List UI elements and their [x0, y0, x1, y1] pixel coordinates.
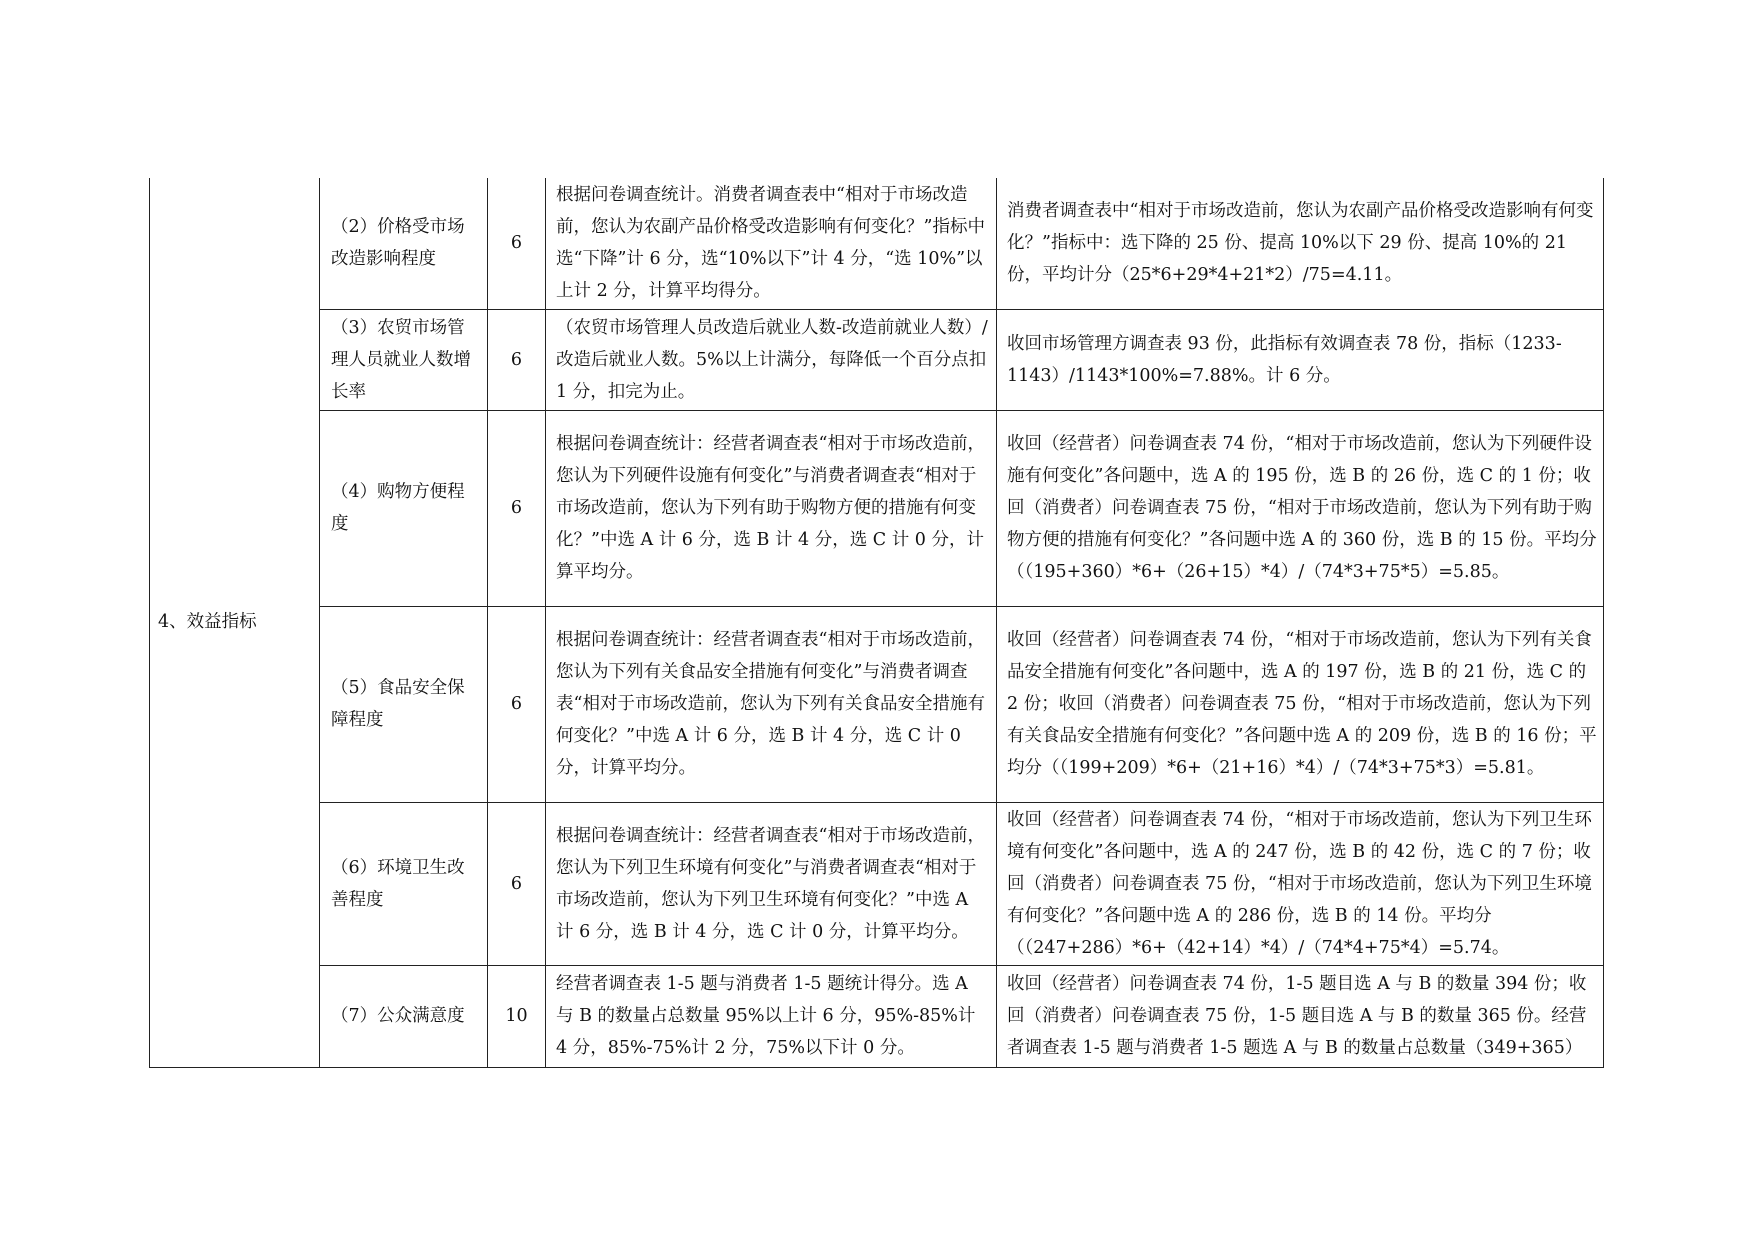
indicator-score: 6 — [488, 410, 546, 606]
indicator-name: （3）农贸市场管理人员就业人数增长率 — [320, 309, 488, 410]
scoring-method: 经营者调查表 1-5 题与消费者 1-5 题统计得分。选 A 与 B 的数量占总数量 95%以上计 6 分，95%-85%计 4 分，85%-75%计 2 分，75%以下计 0 分。 — [546, 965, 997, 1067]
indicator-name: （4）购物方便程度 — [320, 410, 488, 606]
indicator-score: 6 — [488, 606, 546, 802]
scoring-result: 收回（经营者）问卷调查表 74 份，1-5 题目选 A 与 B 的数量 394 份；收回（消费者）问卷调查表 75 份，1-5 题目选 A 与 B 的数量 365 份。经营者调查表 1-5 题与消费者 1-5 题选 A 与 B 的数量占总数量（349+365） — [997, 965, 1604, 1067]
scoring-method: 根据问卷调查统计：经营者调查表“相对于市场改造前，您认为下列硬件设施有何变化”与消费者调查表“相对于市场改造前，您认为下列有助于购物方便的措施有何变化？”中选 A 计 6 分，选 B 计 4 分，选 C 计 0 分，计算平均分。 — [546, 410, 997, 606]
scoring-method: 根据问卷调查统计：经营者调查表“相对于市场改造前，您认为下列卫生环境有何变化”与消费者调查表“相对于市场改造前，您认为下列卫生环境有何变化？”中选 A 计 6 分，选 B 计 4 分，选 C 计 0 分，计算平均分。 — [546, 802, 997, 965]
indicator-name: （6）环境卫生改善程度 — [320, 802, 488, 965]
table-row — [150, 802, 1604, 965]
indicator-score: 10 — [488, 965, 546, 1067]
evaluation-table — [149, 178, 1604, 1068]
scoring-result: 收回（经营者）问卷调查表 74 份，“相对于市场改造前，您认为下列卫生环境有何变化”各问题中，选 A 的 247 份，选 B 的 42 份，选 C 的 7 份；收回（消费者）问卷调查表 75 份，“相对于市场改造前，您认为下列卫生环境有何变化？”各问题中选 A 的 286 份，选 B 的 14 份。平均分（（247+286）*6+（42+14）*4）/（74*4+75*4）=5.74。 — [997, 802, 1604, 965]
scoring-method: 根据问卷调查统计。消费者调查表中“相对于市场改造前，您认为农副产品价格受改造影响有何变化？”指标中选“下降”计 6 分，选“10%以下”计 4 分，“选 10%”以上计 2 分，计算平均得分。 — [546, 178, 997, 309]
scoring-result: 消费者调查表中“相对于市场改造前，您认为农副产品价格受改造影响有何变化？”指标中：选下降的 25 份、提高 10%以下 29 份、提高 10%的 21 份，平均计分（25*6+29*4+21*2）/75=4.11。 — [997, 178, 1604, 309]
scoring-method: （农贸市场管理人员改造后就业人数-改造前就业人数）/改造后就业人数。5%以上计满分，每降低一个百分点扣 1 分，扣完为止。 — [546, 309, 997, 410]
scoring-result: 收回市场管理方调查表 93 份，此指标有效调查表 78 份，指标（1233-1143）/1143*100%=7.88%。计 6 分。 — [997, 309, 1604, 410]
table-row — [150, 965, 1604, 1067]
indicator-name: （2）价格受市场改造影响程度 — [320, 178, 488, 309]
indicator-score: 6 — [488, 802, 546, 965]
table-row — [150, 606, 1604, 802]
indicator-name: （7）公众满意度 — [320, 965, 488, 1067]
scoring-result: 收回（经营者）问卷调查表 74 份，“相对于市场改造前，您认为下列硬件设施有何变化”各问题中，选 A 的 195 份，选 B 的 26 份，选 C 的 1 份；收回（消费者）问卷调查表 75 份，“相对于市场改造前，您认为下列有助于购物方便的措施有何变化？”各问题中选 A 的 360 份，选 B 的 15 份。平均分（（195+360）*6+（26+15）*4）/（74*3+75*5）=5.85。 — [997, 410, 1604, 606]
indicator-name: （5）食品安全保障程度 — [320, 606, 488, 802]
table-row — [150, 178, 1604, 309]
indicator-score: 6 — [488, 309, 546, 410]
category-cell: 4、效益指标 — [150, 178, 320, 1067]
indicator-score: 6 — [488, 178, 546, 309]
scoring-result: 收回（经营者）问卷调查表 74 份，“相对于市场改造前，您认为下列有关食品安全措施有何变化”各问题中，选 A 的 197 份，选 B 的 21 份，选 C 的 2 份；收回（消费者）问卷调查表 75 份，“相对于市场改造前，您认为下列有关食品安全措施有何变化？”各问题中选 A 的 209 份，选 B 的 16 份；平均分（（199+209）*6+（21+16）*4）/（74*3+75*3）=5.81。 — [997, 606, 1604, 802]
table-row — [150, 309, 1604, 410]
table-row — [150, 410, 1604, 606]
scoring-method: 根据问卷调查统计：经营者调查表“相对于市场改造前，您认为下列有关食品安全措施有何变化”与消费者调查表“相对于市场改造前，您认为下列有关食品安全措施有何变化？”中选 A 计 6 分，选 B 计 4 分，选 C 计 0 分，计算平均分。 — [546, 606, 997, 802]
